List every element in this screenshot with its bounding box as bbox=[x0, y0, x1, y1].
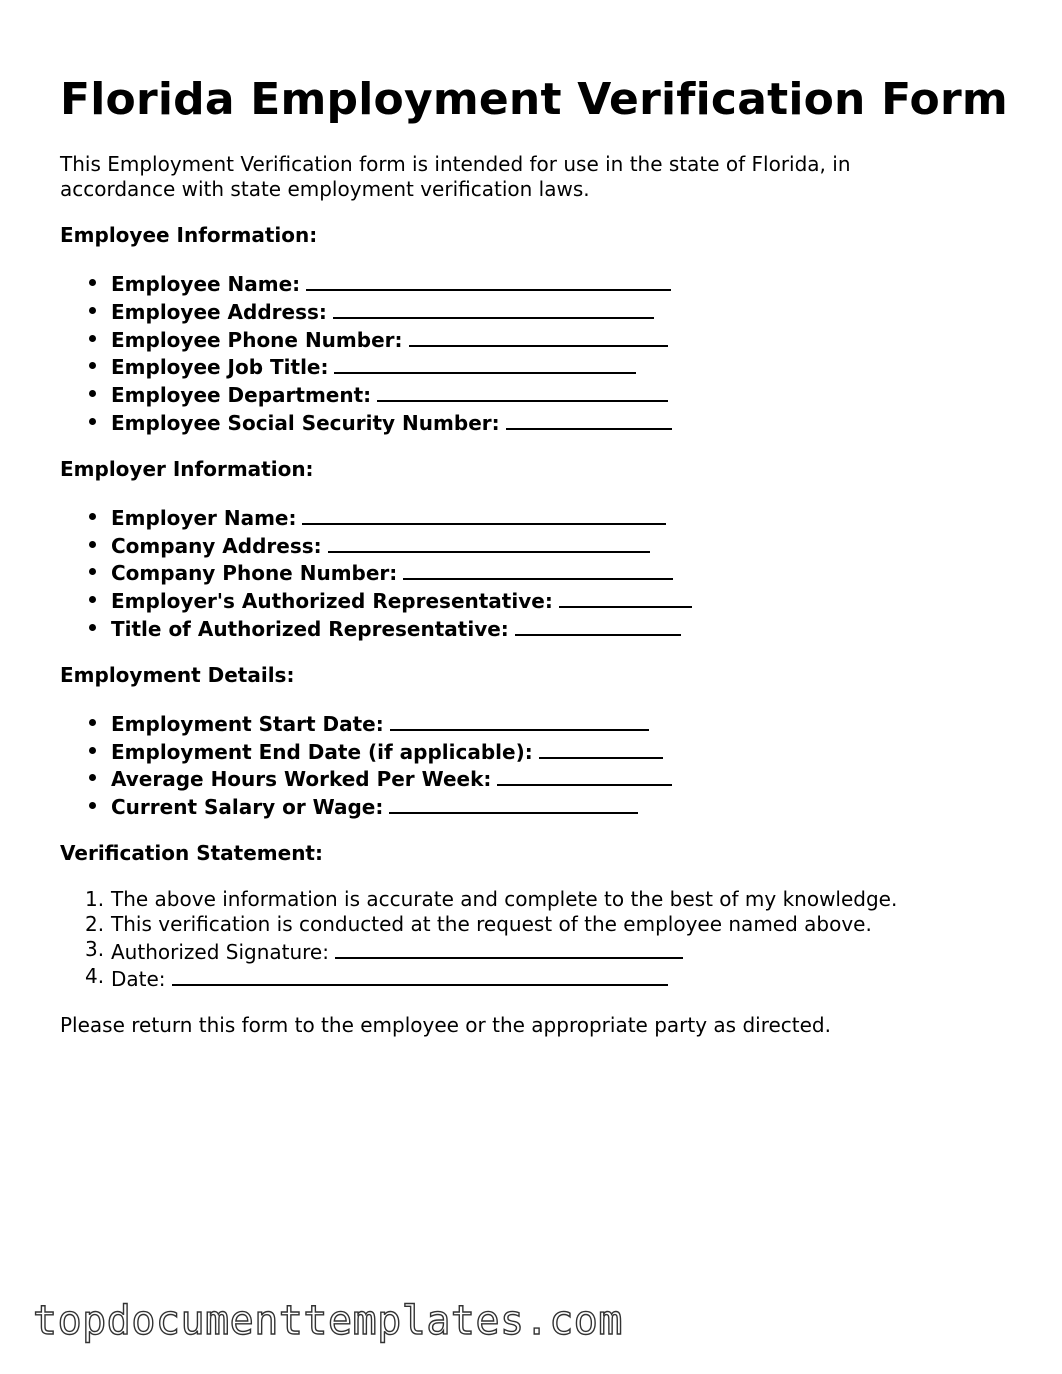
statement-text: Authorized Signature: bbox=[111, 939, 329, 964]
employee-job-title-blank[interactable] bbox=[334, 352, 636, 374]
employment-section-heading: Employment Details: bbox=[60, 662, 295, 687]
employee-name-field bbox=[111, 269, 1020, 297]
field-label: Company Phone Number: bbox=[111, 561, 398, 586]
company-address-blank[interactable] bbox=[328, 531, 650, 553]
salary-field bbox=[111, 792, 1020, 820]
verification-statement-list bbox=[60, 887, 1020, 992]
statement-text: This verification is conducted at the request of the employee named above. bbox=[111, 911, 872, 936]
employee-job-title-field bbox=[111, 352, 1020, 380]
statement-text: The above information is accurate and complete to the best of my knowledge. bbox=[111, 886, 898, 911]
employee-department-blank[interactable] bbox=[377, 380, 668, 402]
intro-paragraph: This Employment Verification form is intended for use in the state of Florida, in accordance with state employment verification laws. bbox=[60, 152, 851, 201]
statement-number: 2. bbox=[85, 911, 105, 936]
employee-name-blank[interactable] bbox=[306, 269, 671, 291]
employee-phone-field bbox=[111, 325, 1020, 353]
date-blank[interactable] bbox=[172, 964, 668, 986]
field-label: Employer Name: bbox=[111, 505, 297, 530]
field-label: Employee Phone Number: bbox=[111, 327, 403, 352]
employee-phone-blank[interactable] bbox=[409, 325, 668, 347]
field-label: Company Address: bbox=[111, 533, 322, 558]
statement-number: 1. bbox=[85, 886, 105, 911]
authorized-representative-field bbox=[111, 586, 1020, 614]
form-page bbox=[60, 70, 1020, 1038]
employee-address-blank[interactable] bbox=[333, 297, 654, 319]
average-hours-field bbox=[111, 764, 1020, 792]
employee-ssn-field bbox=[111, 408, 1020, 436]
statement-item bbox=[85, 911, 1020, 937]
field-label: Employment Start Date: bbox=[111, 711, 384, 736]
company-address-field bbox=[111, 531, 1020, 559]
employer-name-blank[interactable] bbox=[302, 503, 666, 525]
field-label: Title of Authorized Representative: bbox=[111, 616, 509, 641]
field-label: Employee Address: bbox=[111, 299, 327, 324]
statement-item bbox=[85, 886, 1020, 912]
closing-paragraph: Please return this form to the employee or the appropriate party as directed. bbox=[60, 1013, 831, 1038]
employee-ssn-blank[interactable] bbox=[506, 408, 672, 430]
salary-blank[interactable] bbox=[389, 792, 638, 814]
start-date-field bbox=[111, 709, 1020, 737]
company-phone-blank[interactable] bbox=[403, 558, 673, 580]
end-date-field bbox=[111, 737, 1020, 765]
average-hours-blank[interactable] bbox=[497, 764, 672, 786]
employer-name-field bbox=[111, 503, 1020, 531]
statement-text: Date: bbox=[111, 967, 166, 992]
representative-title-field bbox=[111, 614, 1020, 642]
field-label: Employee Name: bbox=[111, 272, 301, 296]
employee-section-heading: Employee Information: bbox=[60, 223, 318, 247]
start-date-blank[interactable] bbox=[390, 709, 649, 731]
statement-number: 4. bbox=[85, 964, 105, 989]
field-label: Current Salary or Wage: bbox=[111, 795, 384, 820]
verification-section-heading: Verification Statement: bbox=[60, 840, 323, 865]
field-label: Employer's Authorized Representative: bbox=[111, 589, 553, 614]
field-label: Employee Job Title: bbox=[111, 355, 329, 380]
company-phone-field bbox=[111, 558, 1020, 586]
field-label: Employment End Date (if applicable): bbox=[111, 739, 533, 764]
statement-number: 3. bbox=[85, 936, 105, 961]
statement-item bbox=[85, 936, 1020, 965]
watermark-text: topdocumenttemplates.com bbox=[33, 1298, 623, 1344]
employee-department-field bbox=[111, 380, 1020, 408]
authorized-representative-blank[interactable] bbox=[559, 586, 692, 608]
representative-title-blank[interactable] bbox=[515, 614, 681, 636]
end-date-blank[interactable] bbox=[539, 737, 663, 759]
employer-field-list bbox=[60, 503, 1020, 642]
statement-item bbox=[85, 964, 1020, 992]
authorized-signature-blank[interactable] bbox=[335, 937, 683, 959]
employee-field-list bbox=[60, 269, 1020, 436]
employer-section-heading: Employer Information: bbox=[60, 456, 314, 481]
field-label: Employee Department: bbox=[111, 383, 372, 408]
field-label: Employee Social Security Number: bbox=[111, 410, 500, 435]
field-label: Average Hours Worked Per Week: bbox=[111, 767, 492, 792]
page-title: Florida Employment Verification Form bbox=[60, 74, 1008, 125]
employment-field-list bbox=[60, 709, 1020, 820]
employee-address-field bbox=[111, 297, 1020, 325]
